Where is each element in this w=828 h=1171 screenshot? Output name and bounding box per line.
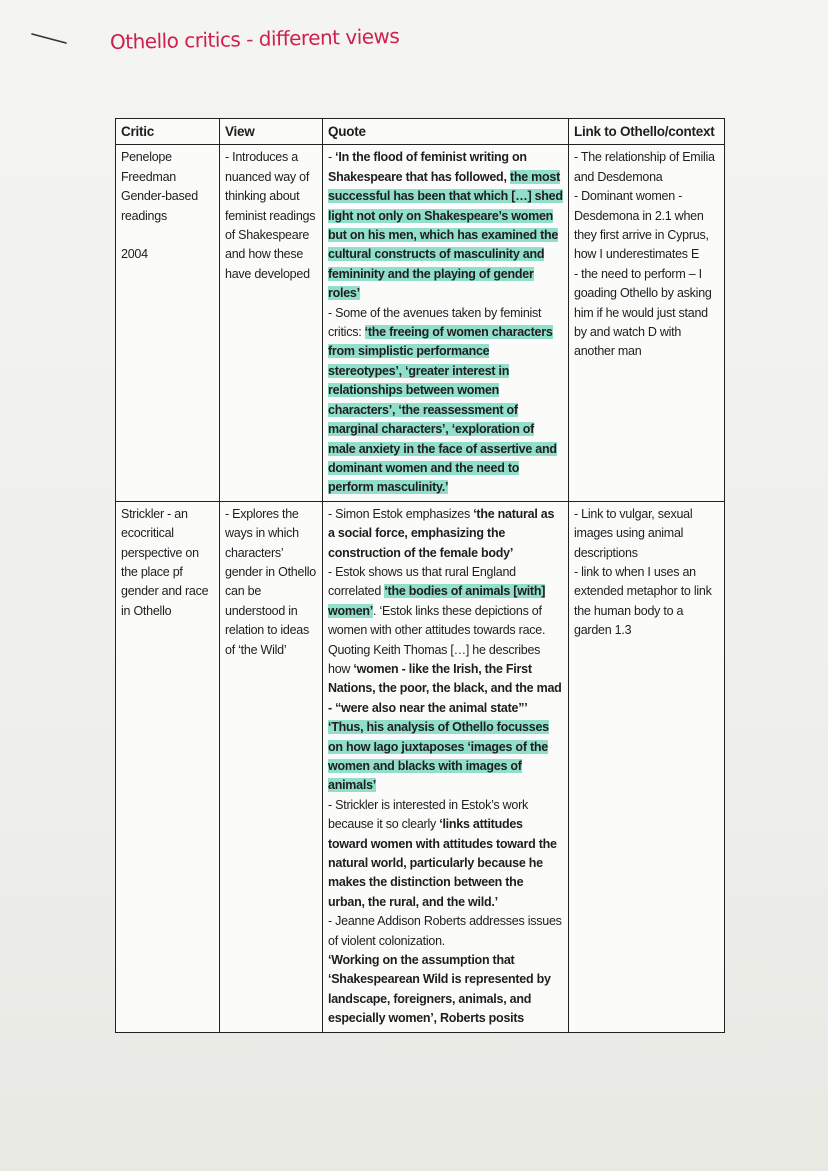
quote-paragraph — [328, 304, 563, 498]
header-critic: Critic — [116, 119, 220, 145]
quote-text: - Some of the avenues taken by feminist critics: — [328, 305, 542, 340]
quote-paragraph — [328, 796, 563, 912]
critic-cell: Strickler - an ecocritical perspective on the place pf gender and race in Othello — [116, 501, 220, 1032]
critic-year: 2004 — [121, 247, 148, 262]
view-cell: - Introduces a nuanced way of thinking about feminist readings of Shakespeare and how these have developed — [220, 145, 323, 501]
quote-text: ‘links attitudes toward women with attitudes toward the natural world, particularly because he makes the distinction between the urban, the rural, and the wild.’ — [328, 817, 557, 909]
highlighted-quote-text: the most successful has been that which […] shed light not only on Shakespeare’s women but on his men, which has examined the cultural constructs of masculinity and femininity and the playing of gender roles’ — [328, 169, 563, 301]
link-point: - Dominant women - Desdemona in 2.1 when they first arrive in Cyprus, how I underestimates E — [574, 189, 709, 262]
critic-line: Penelope — [121, 150, 172, 165]
critic-cell — [116, 145, 220, 501]
quote-text: ‘women - like the Irish, the First Nations, the poor, the black, and the mad - “were also near the animal state”’ — [328, 661, 562, 715]
link-cell — [569, 501, 725, 1032]
critic-line: readings — [121, 208, 167, 223]
quote-cell — [323, 145, 569, 501]
link-point: - the need to perform – I goading Othello by asking him if he would just stand by and watch D with another man — [574, 266, 712, 359]
quote-paragraph — [328, 912, 563, 951]
pen-stroke-mark — [30, 30, 70, 46]
quote-text: - Simon Estok emphasizes — [328, 506, 474, 521]
highlighted-quote-text: ‘Thus, his analysis of Othello focusses on how Iago juxtaposes ‘images of the women and blacks with images of animals’ — [328, 720, 549, 793]
header-view: View — [220, 119, 323, 145]
highlighted-quote-text: ‘the freeing of women characters from simplistic performance stereotypes’, ‘greater interest in relationships between women characters’, ‘the reassessment of marginal characters’, ‘exploration of male anxiety in the face of assertive and dominant women and the need to perform masculinity.’ — [328, 325, 557, 495]
quote-text: - — [328, 150, 336, 165]
quote-paragraph — [328, 148, 563, 303]
critic-line: Gender-based — [121, 189, 198, 204]
link-cell — [569, 145, 725, 501]
page-title: Othello critics - different views — [109, 23, 400, 54]
table-row — [116, 501, 725, 1032]
link-point: - link to when I uses an extended metaphor to link the human body to a garden 1.3 — [574, 564, 712, 638]
quote-text: ‘Working on the assumption that ‘Shakespearean Wild is represented by landscape, foreigners, animals, and especially women’, Roberts posits — [328, 953, 551, 1026]
critics-table — [115, 118, 725, 1033]
quote-paragraph — [328, 563, 563, 796]
quote-text: ‘the natural as a social force, emphasizing the construction of the female body’ — [328, 506, 555, 560]
quote-paragraph — [328, 951, 563, 1029]
quote-text: - Jeanne Addison Roberts addresses issues of violent colonization. — [328, 914, 562, 948]
quote-text: - Strickler is interested in Estok’s work because it so clearly — [328, 797, 528, 832]
link-point: - Link to vulgar, sexual images using animal descriptions — [574, 506, 693, 560]
quote-text: . ‘Estok links these depictions of women with other attitudes towards race. Quoting Keith Thomas […] he describes how — [328, 603, 546, 676]
critic-line — [121, 226, 214, 245]
quote-paragraph — [328, 505, 563, 563]
table-header-row — [116, 119, 725, 145]
critic-line: Freedman — [121, 169, 176, 184]
header-quote: Quote — [323, 119, 569, 145]
view-cell: - Explores the ways in which characters’ gender in Othello can be understood in relation to ideas of ‘the Wild’ — [220, 501, 323, 1032]
quote-text: ‘In the flood of feminist writing on Shakespeare that has followed, — [328, 150, 527, 184]
table-row — [116, 145, 725, 501]
highlighted-quote-text: ‘the bodies of animals [with] women’ — [328, 584, 546, 618]
quote-text: - Estok shows us that rural England correlated — [328, 564, 516, 599]
link-point: - The relationship of Emilia and Desdemona — [574, 150, 715, 184]
quote-cell — [323, 501, 569, 1032]
header-link: Link to Othello/context — [569, 119, 725, 145]
